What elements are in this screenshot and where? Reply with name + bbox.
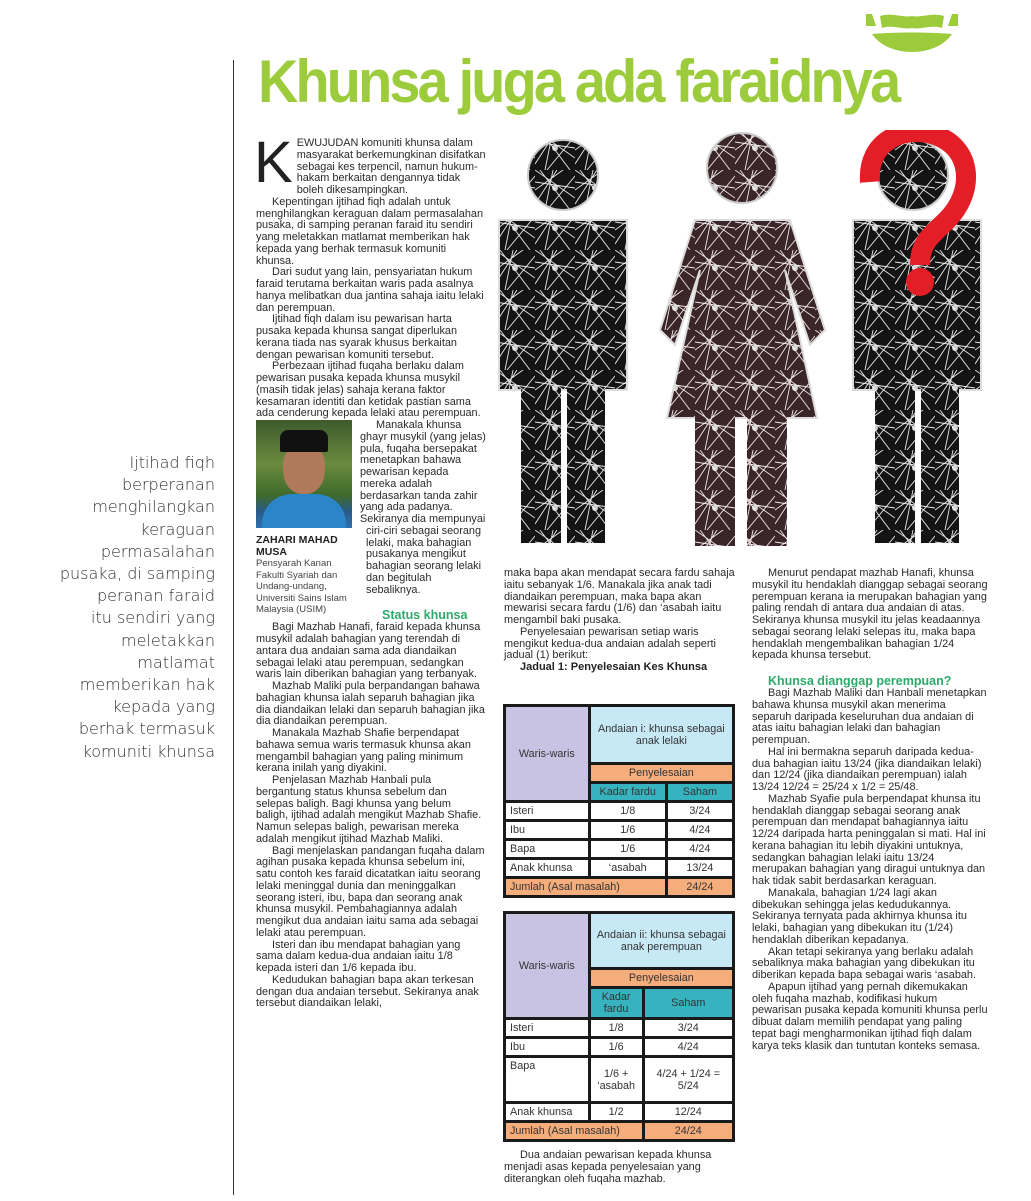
cell-saham: 3/24: [666, 802, 733, 821]
pull-quote-line: pusaka, di samping: [59, 564, 215, 584]
table-total-row: [505, 878, 734, 897]
paragraph: Manakala Mazhab Shafie berpendapat bahawa semua waris termasuk khunsa akan mengambil bahagian yang paling minimum kerana inilah yang diyakini.: [256, 727, 471, 775]
paragraph: Penyelesaian pewarisan setiap waris mengikut kedua-dua andaian adalah seperti jadual (1) berikut:: [504, 625, 716, 662]
cell-kadar: 1/6: [589, 821, 666, 840]
table-row: [505, 1038, 734, 1057]
article-column-3: [752, 568, 988, 1052]
male-figure-icon: [499, 140, 627, 543]
paragraph: Kepentingan ijtihad fiqh adalah untuk menghilangkan keraguan dalam permasalahan pusaka, di samping peranan faraid itu sendiri yang meletakkan matlamat memberikan hak kepada yang berhak termasuk komuniti khunsa.: [256, 195, 484, 267]
header-kadar-fardu: Kadar fardu: [589, 783, 666, 802]
table-row: [505, 1103, 734, 1122]
gender-figures-illustration: [495, 130, 1015, 550]
paragraph: Isteri dan ibu mendapat bahagian yang sama dalam kedua-dua andaian iaitu 1/8 kepada isteri dan 1/6 kepada ibu.: [256, 938, 461, 974]
paragraph: Bagi menjelaskan pandangan fuqaha dalam agihan pusaka kepada khunsa sebelum ini, satu contoh kes faraid dicatatkan iaitu seorang lelaki meninggal dunia dan meninggalkan seorang isteri, ibu, bapa dan seorang anak khunsa musykil. Pembahagiannya adalah mengikut dua andaian iaitu sama ada sebagai lelaki atau perempuan.: [256, 844, 485, 939]
cell-waris: Bapa: [505, 1057, 590, 1103]
author-name: ZAHARI MAHAD: [256, 534, 338, 546]
pull-quote-line: Ijtihad fiqh: [129, 453, 215, 472]
pull-quote-line: kepada yang: [112, 697, 215, 717]
paragraph: Ijtihad fiqh dalam isu pewarisan harta pusaka kepada khunsa sangat diperlukan kerana tiada nas syarak khusus berkaitan dengan pewarisan komuniti tersebut.: [256, 313, 458, 361]
cell-saham: 4/24: [666, 821, 733, 840]
drop-cap: K: [254, 130, 293, 195]
cell-saham: 4/24 + 1/24 = 5/24: [643, 1057, 733, 1103]
header-penyelesaian: Penyelesaian: [589, 969, 733, 988]
table-row: [505, 1019, 734, 1038]
female-figure-icon: [660, 133, 825, 546]
cell-waris: Ibu: [505, 821, 590, 840]
pull-quote-line: menghilangkan: [92, 497, 215, 517]
paragraph: maka bapa akan mendapat secara fardu sahaja iaitu sebanyak 1/6. Manakala jika anak tadi diandaikan perempuan, maka bapa akan mewarisi secara fardu (1/6) dan ‘asabah iaitu mengambil baki pusaka.: [504, 567, 735, 626]
author-byline: [256, 530, 360, 616]
pull-quote-line: berhak termasuk: [78, 719, 215, 739]
cell-waris: Isteri: [505, 802, 590, 821]
pull-quote-line: permasalahan: [100, 541, 215, 561]
author-photo: [256, 420, 352, 528]
lead-paragraph: [254, 130, 486, 197]
table-andaian-1: [503, 704, 735, 898]
table-title: Jadual 1: Penyelesaian Kes Khunsa: [520, 661, 708, 673]
paragraph: Apapun ijtihad yang pernah dikemukakan oleh fuqaha mazhab, kodifikasi hukum pewarisan pusaka kepada komuniti khunsa perlu dibuat dalam memilih pendapat yang paling tepat bagi mengharmonikan ijtihad fiqh dalam karya teks klasik dan tuntutan konteks semasa.: [752, 980, 988, 1052]
article-column-1: [254, 130, 486, 1010]
paragraph: Kedudukan bahagian bapa akan terkesan dengan dua andaian tersebut. Sekiranya anak tersebut diandaikan lelaki,: [256, 973, 479, 1010]
green-smile-logo-icon: [862, 12, 962, 52]
article-column-2: [504, 568, 740, 674]
pull-quote-line: memberikan hak: [79, 675, 215, 695]
author-name-line2: MUSA: [256, 546, 287, 558]
cell-total-value: 24/24: [643, 1122, 733, 1141]
cell-waris: Anak khunsa: [505, 859, 590, 878]
cell-kadar: 1/8: [589, 1019, 643, 1038]
cell-saham: 4/24: [666, 840, 733, 859]
paragraph: Perbezaan ijtihad fuqaha berlaku dalam pewarisan pusaka kepada khunsa musykil (masih tidak jelas) sahaja kerana faktor kesamaran identiti dan ketidak pastian sama ada cenderung kepada lelaki atau perempuan.: [256, 360, 481, 420]
pull-quote: [10, 452, 215, 763]
header-saham: Saham: [666, 783, 733, 802]
paragraph: Bagi Mazhab Hanafi, faraid kepada khunsa musykil adalah bahagian yang terendah di antara dua andaian sama ada diandaikan sebagai lelaki atau perempuan, sedangkan waris lain diberikan bahagian yang terbanyak.: [256, 621, 481, 681]
header-waris: Waris-waris: [505, 706, 590, 802]
paragraph: Penjelasan Mazhab Hanbali pula bergantung status khunsa sebelum dan selepas baligh. Bagi khunsa yang belum baligh, ijtihad adalah mengikut Mazhab Shafie. Namun selepas baligh, pewarisan mereka adalah mengikut ijtihad Mazhab Maliki.: [256, 774, 482, 845]
pull-quote-line: itu sendiri yang: [91, 608, 215, 628]
paragraph: Dari sudut yang lain, pensyariatan hukum faraid terutama berkaitan waris pada asalnya hanya melibatkan dua jantina sahaja iaitu lelaki dan perempuan.: [256, 266, 484, 314]
cell-kadar: ‘asabah: [589, 859, 666, 878]
header-waris: Waris-waris: [505, 913, 590, 1019]
table-row: [505, 821, 734, 840]
cell-kadar: 1/6: [589, 840, 666, 859]
table-caption: Dua andaian pewarisan kepada khunsa menjadi asas kepada penyelesaian yang diterangkan oleh fuqaha mazhab.: [504, 1149, 712, 1185]
subheading: Status khunsa: [382, 608, 468, 623]
cell-waris: Isteri: [505, 1019, 590, 1038]
paragraph: Manakala, bahagian 1/24 lagi akan dibekukan sehingga jelas kedudukannya. Sekiranya ternyata pada akhirnya khunsa itu lelaki, bahagian yang dibekukan itu (1/24) hendaklah diberikan kepadanya.: [752, 886, 967, 946]
column-divider: [233, 60, 234, 1195]
cell-waris: Bapa: [505, 840, 590, 859]
header-saham: Saham: [643, 988, 733, 1019]
headline: Khunsa juga ada faraidnya: [258, 48, 899, 115]
cell-waris: Anak khunsa: [505, 1103, 590, 1122]
pull-quote-line: peranan faraid: [97, 586, 215, 606]
table-row: [505, 840, 734, 859]
cell-kadar: 1/8: [589, 802, 666, 821]
table-row: [505, 859, 734, 878]
paragraph: Bagi Mazhab Maliki dan Hanbali menetapkan bahawa khunsa musykil akan menerima separuh daripada keseluruhan dua andaian di atas iaitu bahagian lelaki dan bahagian perempuan.: [752, 687, 987, 746]
table-row: [505, 1057, 734, 1103]
cell-total-value: 24/24: [666, 878, 733, 897]
author-title: Pensyarah Kanan Fakulti Syariah dan Undang-undang, Universiti Sains Islam Malaysia (USIM): [256, 558, 347, 615]
cell-saham: 3/24: [643, 1019, 733, 1038]
paragraph: Mazhab Maliki pula berpandangan bahawa bahagian khunsa ialah separuh bahagian jika dia diandaikan lelaki dan separuh bahagian jika dia diandaikan perempuan.: [256, 680, 485, 728]
table-andaian-2: [503, 911, 735, 1142]
paragraph: Menurut pendapat mazhab Hanafi, khunsa musykil itu hendaklah dianggap sebagai seorang perempuan kerana ia merupakan bahagian yang paling rendah di antara dua andaian di atas. Sekiranya khunsa musykil itu jelas keadaannya sebagai seorang lelaki selepas itu, maka bapa hendaklah mengembalikan bahagian 1/24 kepada khunsa tersebut.: [752, 567, 988, 662]
cell-saham: 13/24: [666, 859, 733, 878]
subheading: Khunsa dianggap perempuan?: [768, 674, 952, 688]
header-andaian: Andaian i: khunsa sebagai anak lelaki: [589, 706, 733, 764]
lead-text: EWUJUDAN komuniti khunsa dalam masyarakat berkemungkinan disifatkan sebagai kes terpencil, namun hukum-hakam berkaitan dengannya tidak boleh dikesampingkan.: [296, 137, 486, 196]
pull-quote-line: meletakkan: [121, 630, 215, 650]
cell-kadar: 1/2: [589, 1103, 643, 1122]
cell-saham: 4/24: [643, 1038, 733, 1057]
table-caption-block: [504, 1150, 740, 1185]
pull-quote-line: komuniti khunsa: [82, 741, 215, 761]
pull-quote-line: berperanan: [121, 475, 215, 495]
paragraph: Manakala khunsa ghayr musykil (yang jelas) pula, fuqaha bersepakat menetapkan bahawa pewarisan kepada mereka adalah berdasarkan tanda zahir yang ada padanya. Sekiranya dia mempunyai ciri-ciri sebagai seorang lelaki, maka bahagian pusakanya mengikut bahagian seorang lelaki dan begitulah sebaliknya.: [360, 419, 486, 596]
cell-kadar: 1/6: [589, 1038, 643, 1057]
cell-waris: Ibu: [505, 1038, 590, 1057]
pull-quote-line: matlamat: [137, 652, 215, 672]
cell-saham: 12/24: [643, 1103, 733, 1122]
paragraph: Akan tetapi sekiranya yang berlaku adalah sebaliknya maka bahagian yang dibekukan itu diberikan kepada bapa sebagai waris ‘asabah.: [752, 945, 977, 981]
header-andaian: Andaian ii: khunsa sebagai anak perempuan: [589, 913, 733, 969]
cell-total-label: Jumlah (Asal masalah): [505, 878, 667, 897]
cell-total-label: Jumlah (Asal masalah): [505, 1122, 644, 1141]
table-row: [505, 802, 734, 821]
table-total-row: [505, 1122, 734, 1141]
paragraph: Mazhab Syafie pula berpendapat khunsa itu hendaklah dianggap sebagai seorang anak perempuan dan mendapat bahagiannya iaitu 12/24 daripada harta peninggalan si mati. Hal ini kerana bahagian itu lebih diyakini untuknya, sedangkan bahagian lelaki iaitu 13/24 merupakan bahagian yang diragui untuknya dan hak tidak sabit berdasarkan keraguan.: [752, 792, 986, 887]
header-kadar-fardu: Kadar fardu: [589, 988, 643, 1019]
pull-quote-line: keraguan: [140, 519, 215, 539]
cell-kadar: 1/6 + ‘asabah: [589, 1057, 643, 1103]
paragraph: Hal ini bermakna separuh daripada kedua-dua bahagian iaitu 13/24 (jika diandaikan lelaki) dan 12/24 (jika diandaikan perempuan) ialah 13/24 12/24 = 25/24 x 1/2 = 25/48.: [752, 745, 982, 793]
header-penyelesaian: Penyelesaian: [589, 764, 733, 783]
